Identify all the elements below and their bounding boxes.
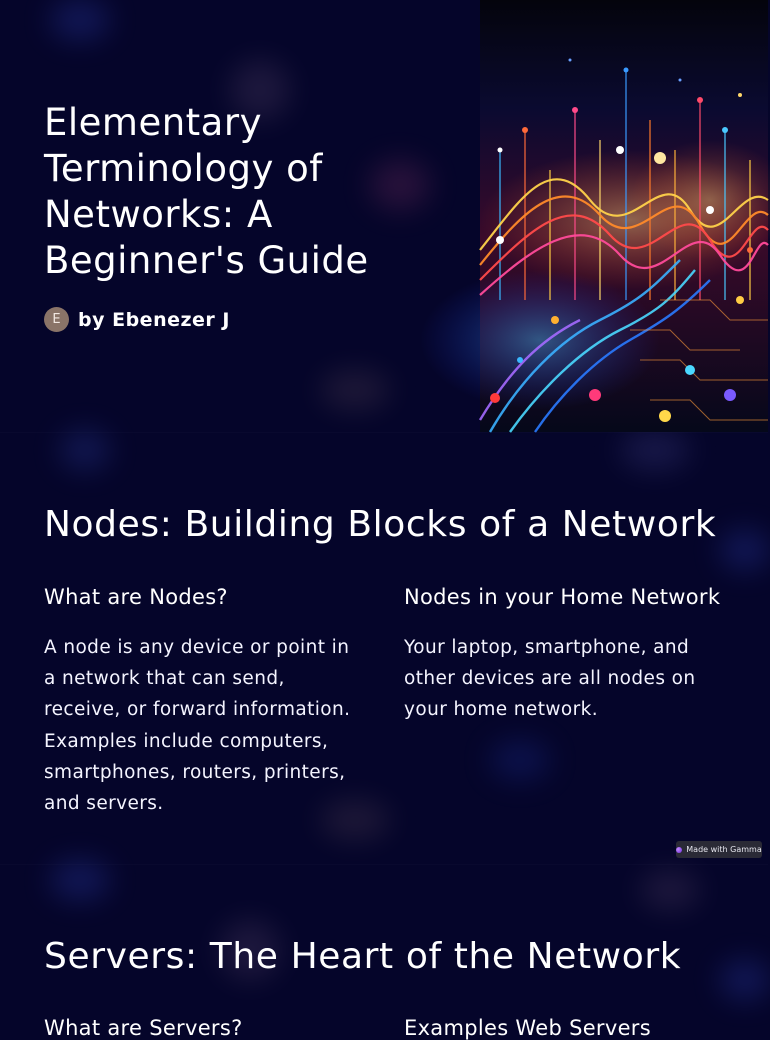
what-are-servers-column [44,1016,364,1040]
author-byline [44,307,230,332]
author-name: by Ebenezer J [78,308,230,331]
nodes-slide [0,432,768,864]
example-web-servers-heading: Examples Web Servers [404,1016,651,1040]
home-network-column [404,585,724,726]
network-art-image [480,0,768,432]
home-network-heading: Nodes in your Home Network [404,585,721,609]
title-slide [0,0,768,432]
what-are-nodes-heading: What are Nodes? [44,585,228,609]
gamma-badge-label: Made with Gamma [686,845,762,854]
nodes-slide-title: Nodes: Building Blocks of a Network [44,504,717,545]
what-are-servers-heading: What are Servers? [44,1016,243,1040]
what-are-nodes-body: A node is any device or point in a network that can send, receive, or forward information. Examples include computers, smartphones, routers, printers, and servers. [44,637,351,815]
example-web-servers-column [404,1016,724,1040]
servers-slide-title: Servers: The Heart of the Network [44,936,682,977]
servers-slide [0,864,768,1040]
network-art-graphic [480,0,768,432]
presentation-title: Elementary Terminology of Networks: A Beginner's Guide [44,101,369,282]
gamma-logo-icon [676,847,682,853]
home-network-body: Your laptop, smartphone, and other devices are all nodes on your home network. [404,637,696,721]
made-with-gamma-badge[interactable] [676,841,762,858]
avatar: E [44,307,69,332]
what-are-nodes-column [44,585,364,819]
